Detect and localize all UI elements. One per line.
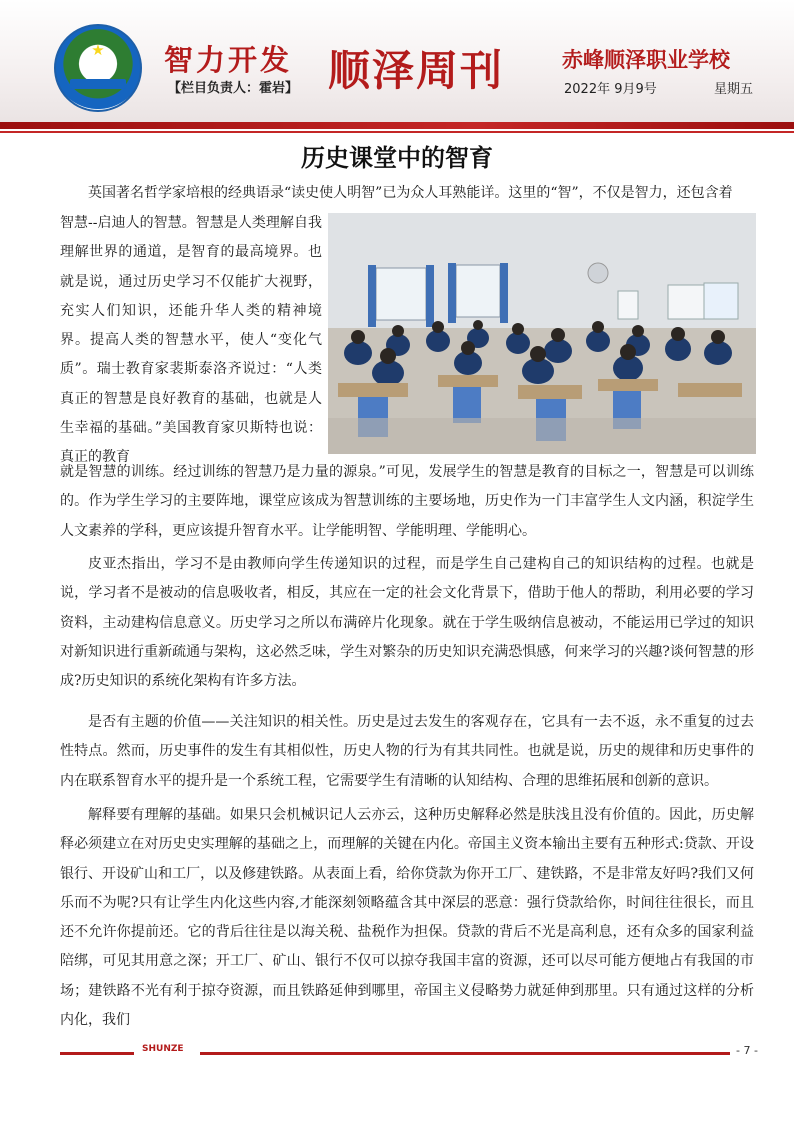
issue-weekday: 星期五 <box>714 82 754 97</box>
paragraph-1-first-line: 英国著名哲学家培根的经典语录“读史使人明智”已为众人耳熟能详。这里的“智”，不仅是智力，还包含着 <box>88 185 733 201</box>
paragraph-1-continued: 就是智慧的训练。经过训练的智慧乃是力量的源泉。”可见，发展学生的智慧是教育的目标之一，智慧是可以训练的。作为学生学习的主要阵地，课堂应该成为智慧训练的主要场地，历史作为一门丰富学生人文内涵，积淀学生人文素养的学科，更应该提升智育水平。让学能明智、学能明理、学能明心。 <box>60 464 754 539</box>
footer-accent-bar <box>60 1052 134 1055</box>
seal-band <box>70 79 126 89</box>
footer-brand: SHUNZE <box>142 1044 184 1054</box>
issue-date: 2022年 9月9号 <box>564 82 657 97</box>
header-divider <box>0 122 794 129</box>
paragraph-2: 皮亚杰指出，学习不是由教师向学生传递知识的过程，而是学生自己建构自己的知识结构的过程。也就是说，学习者不是被动的信息吸收者，相反，其应在一定的社会文化背景下，借助于他人的帮助，利用必要的学习资料，主动建构信息意义。历史学习之所以布满碎片化现象。就在于学生吸纳信息被动，不能运用已学过的知识对新知识进行重新疏通与架构，这必然乏味，学生对繁杂的历史知识充满恐惧感，何来学习的兴趣?谈何智慧的形成?历史知识的系统化架构有许多方法。 <box>60 556 754 690</box>
paragraph-3: 是否有主题的价值——关注知识的相关性。历史是过去发生的客观存在，它具有一去不返，永不重复的过去性特点。然而，历史事件的发生有其相似性，历史人物的行为有其共同性。也就是说，历史的规律和历史事件的内在联系智育水平的提升是一个系统工程，它需要学生有清晰的认知结构、合理的思维拓展和创新的意识。 <box>60 714 754 789</box>
school-name: 赤峰顺泽职业学校 <box>562 48 730 72</box>
paragraph-4: 解释要有理解的基础。如果只会机械识记人云亦云，这种历史解释必然是肤浅且没有价值的。因此，历史解释必须建立在对历史史实理解的基础之上，而理解的关键在内化。帝国主义资本输出主要有五种形式:贷款、开设银行、开设矿山和工厂，以及修建铁路。从表面上看，给你贷款为你开工厂、建铁路，不是非常友好吗?我们又何乐而不为呢?只有让学生内化这些内容,才能深刻领略蕴含其中深层的恶意：强行贷款给你，时间往往很长，而且还不允许你提前还。它的背后往往是以海关税、盐税作为担保。贷款的背后不光是高利息，还有众多的国家利益陪绑，可见其用意之深；开工厂、矿山、银行不仅可以掠夺我国丰富的资源，还可以尽可能方便地占有我国的市场；建铁路不光有利于掠夺资源，而且铁路延伸到哪里，帝国主义侵略势力就延伸到那里。只有通过这样的分析内化，我们 <box>60 807 754 1029</box>
paper-title: 顺泽周刊 <box>328 46 505 95</box>
column-editor: 【栏目负责人：霍岩】 <box>168 81 299 96</box>
footer-divider <box>200 1052 730 1055</box>
page-number: - 7 - <box>736 1044 758 1057</box>
column-title: 智力开发 <box>164 43 293 77</box>
school-seal-icon <box>54 24 142 112</box>
classroom-photo-drawing <box>328 213 756 454</box>
star-icon: ★ <box>91 41 105 59</box>
classroom-photo <box>328 213 756 454</box>
header-divider-thin <box>0 131 794 133</box>
paragraph-1-wrapped: 智慧--启迪人的智慧。智慧是人类理解自我理解世界的通道，是智育的最高境界。也就是说，通过历史学习不仅能扩大视野，充实人们知识，还能升华人类的精神境界。提高人类的智慧水平，使人“变化气质”。瑞士教育家裴斯泰洛齐说过：“人类真正的智慧是良好教育的基础，也就是人生幸福的基础。”美国教育家贝斯特也说：真正的教育 <box>60 215 322 466</box>
article-title: 历史课堂中的智育 <box>301 144 493 172</box>
